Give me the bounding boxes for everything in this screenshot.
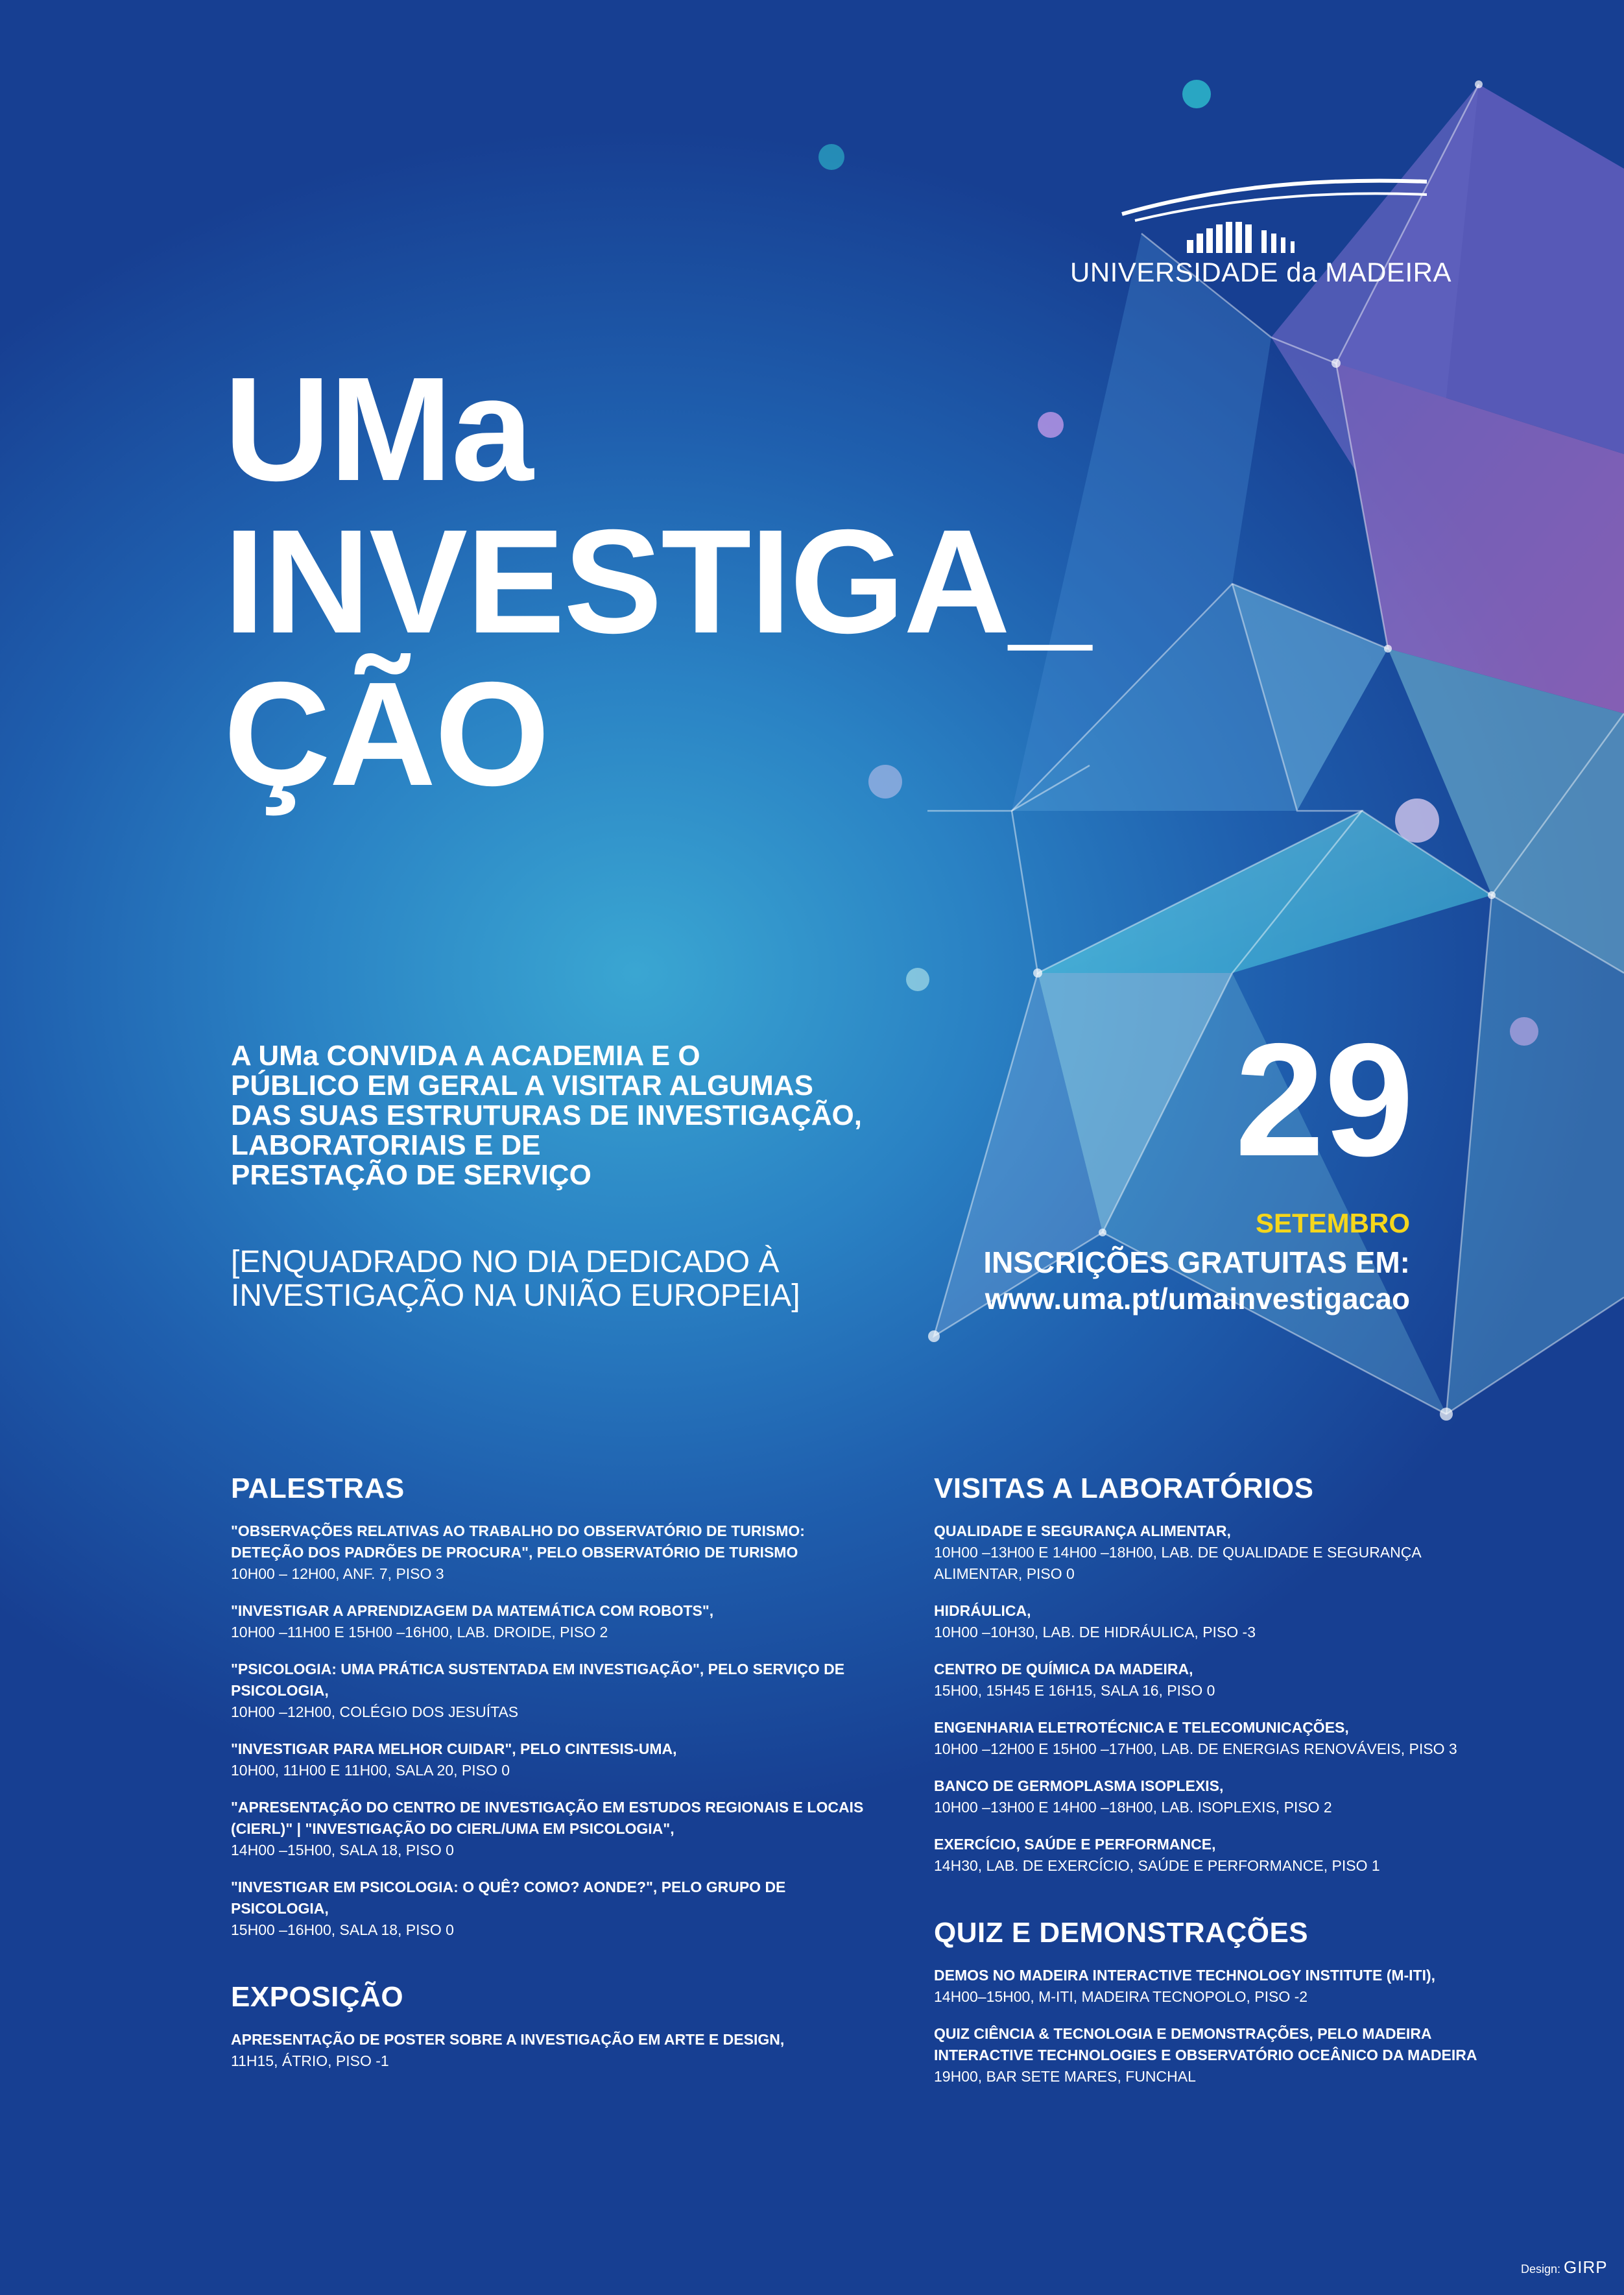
program-item-detail: 15H00 –16H00, SALA 18, PISO 0 [231, 1921, 454, 1938]
program-item [934, 2023, 1505, 2087]
event-title [224, 347, 1090, 817]
program-item [231, 1738, 866, 1781]
event-month: SETEMBRO [1255, 1208, 1410, 1238]
registration-label: INSCRIÇÕES GRATUITAS EM: [983, 1245, 1410, 1279]
program-item [231, 1797, 866, 1861]
invitation-context [231, 1245, 944, 1313]
program-item-detail: 10H00 –12H00, COLÉGIO DOS JESUÍTAS [231, 1703, 519, 1720]
program-item-detail: 19H00, BAR SETE MARES, FUNCHAL [934, 2068, 1196, 2085]
program-item-title: QUIZ CIÊNCIA & TECNOLOGIA E DEMONSTRAÇÕES, PELO MADEIRA INTERACTIVE TECHNOLOGIES E OBSERVATÓRIO OCEÂNICO DA MADEIRA [934, 2025, 1477, 2063]
program-item-title: QUALIDADE E SEGURANÇA ALIMENTAR, [934, 1522, 1231, 1539]
program-item-title: DEMOS NO MADEIRA INTERACTIVE TECHNOLOGY INSTITUTE (M-ITI), [934, 1967, 1436, 1984]
title-line-2: INVESTIGA_ [224, 499, 1090, 664]
invite-line: LABORATORIAIS E DE [231, 1129, 541, 1161]
title-line-1: UMa [224, 347, 532, 512]
program-item-detail: 15H00, 15H45 E 16H15, SALA 16, PISO 0 [934, 1682, 1215, 1699]
program-item [231, 1520, 866, 1585]
design-credit-name: GIRP [1564, 2257, 1608, 2277]
program-item [934, 1775, 1505, 1818]
program-item [934, 1520, 1505, 1585]
context-line: [ENQUADRADO NO DIA DEDICADO À [231, 1245, 780, 1279]
program-item-title: BANCO DE GERMOPLASMA ISOPLEXIS, [934, 1777, 1224, 1794]
design-credit-label: Design: [1521, 2263, 1561, 2276]
program-right-column [934, 1472, 1505, 2103]
program-item-detail: 10H00 –10H30, LAB. DE HIDRÁULICA, PISO -3 [934, 1624, 1256, 1640]
program-item [231, 1600, 866, 1643]
program-item [934, 1834, 1505, 1877]
program-item-detail: 10H00, 11H00 E 11H00, SALA 20, PISO 0 [231, 1762, 510, 1779]
section-heading-visitas: VISITAS A LABORATÓRIOS [934, 1472, 1314, 1504]
invite-line: A UMa CONVIDA A ACADEMIA E O [231, 1040, 700, 1072]
program-item-title: "INVESTIGAR A APRENDIZAGEM DA MATEMÁTICA COM ROBOTS", [231, 1602, 714, 1619]
event-day: 29 [1235, 1009, 1414, 1190]
design-credit [1521, 2257, 1608, 2277]
program-item [934, 1717, 1505, 1760]
section-heading-quiz: QUIZ E DEMONSTRAÇÕES [934, 1917, 1309, 1949]
program-item [231, 2029, 866, 2072]
program-item-title: APRESENTAÇÃO DE POSTER SOBRE A INVESTIGAÇÃO EM ARTE E DESIGN, [231, 2031, 785, 2048]
palestras-list [231, 1520, 866, 1941]
exposicao-list [231, 2029, 866, 2072]
invite-line: PÚBLICO EM GERAL A VISITAR ALGUMAS [231, 1070, 813, 1101]
program-left-column [231, 1472, 866, 2087]
title-line-3: ÇÃO [224, 652, 549, 817]
section-heading-exposicao: EXPOSIÇÃO [231, 1981, 404, 2013]
program-item-detail: 10H00 –13H00 E 14H00 –18H00, LAB. ISOPLEXIS, PISO 2 [934, 1799, 1332, 1816]
program-item [934, 1965, 1505, 2008]
program-item-title: EXERCÍCIO, SAÚDE E PERFORMANCE, [934, 1836, 1216, 1853]
context-line: INVESTIGAÇÃO NA UNIÃO EUROPEIA] [231, 1279, 800, 1313]
invite-line: DAS SUAS ESTRUTURAS DE INVESTIGAÇÃO, [231, 1099, 862, 1131]
invitation-text [231, 1041, 944, 1190]
program-item-title: "OBSERVAÇÕES RELATIVAS AO TRABALHO DO OBSERVATÓRIO DE TURISMO: DETEÇÃO DOS PADRÕES DE PROCURA", PELO OBSERVATÓRIO DE TURISMO [231, 1522, 805, 1561]
program-item [231, 1877, 866, 1941]
program-item-detail: 10H00 –12H00 E 15H00 –17H00, LAB. DE ENERGIAS RENOVÁVEIS, PISO 3 [934, 1740, 1457, 1757]
program-item [231, 1659, 866, 1723]
invite-line: PRESTAÇÃO DE SERVIÇO [231, 1159, 591, 1191]
program-item-detail: 11H15, ÁTRIO, PISO -1 [231, 2052, 389, 2069]
registration-url[interactable]: www.uma.pt/umainvestigacao [985, 1282, 1410, 1316]
section-heading-palestras: PALESTRAS [231, 1472, 405, 1504]
university-name: UNIVERSIDADE da MADEIRA [1070, 257, 1451, 287]
program-item-title: CENTRO DE QUÍMICA DA MADEIRA, [934, 1661, 1193, 1677]
visitas-list [934, 1520, 1505, 1877]
program-item-detail: 10H00 –11H00 E 15H00 –16H00, LAB. DROIDE, PISO 2 [231, 1624, 608, 1640]
program-item-detail: 14H30, LAB. DE EXERCÍCIO, SAÚDE E PERFORMANCE, PISO 1 [934, 1857, 1380, 1874]
registration-info [843, 1244, 1410, 1317]
quiz-list [934, 1965, 1505, 2087]
program-item-detail: 10H00 –13H00 E 14H00 –18H00, LAB. DE QUALIDADE E SEGURANÇA ALIMENTAR, PISO 0 [934, 1544, 1421, 1582]
program-item [934, 1600, 1505, 1643]
program-item-title: HIDRÁULICA, [934, 1602, 1031, 1619]
program-item-title: "INVESTIGAR PARA MELHOR CUIDAR", PELO CINTESIS-UMA, [231, 1740, 677, 1757]
program-item-title: ENGENHARIA ELETROTÉCNICA E TELECOMUNICAÇÕES, [934, 1719, 1349, 1736]
program-item-title: "INVESTIGAR EM PSICOLOGIA: O QUÊ? COMO? AONDE?", PELO GRUPO DE PSICOLOGIA, [231, 1879, 786, 1917]
program-item-title: "APRESENTAÇÃO DO CENTRO DE INVESTIGAÇÃO EM ESTUDOS REGIONAIS E LOCAIS (CIERL)" | "INVESTIGAÇÃO DO CIERL/UMA EM PSICOLOGIA", [231, 1799, 864, 1837]
program-item-detail: 14H00 –15H00, SALA 18, PISO 0 [231, 1842, 454, 1858]
program-item [934, 1659, 1505, 1701]
program-item-title: "PSICOLOGIA: UMA PRÁTICA SUSTENTADA EM INVESTIGAÇÃO", PELO SERVIÇO DE PSICOLOGIA, [231, 1661, 845, 1699]
program-item-detail: 14H00–15H00, M-ITI, MADEIRA TECNOPOLO, PISO -2 [934, 1988, 1308, 2005]
program-item-detail: 10H00 – 12H00, ANF. 7, PISO 3 [231, 1565, 444, 1582]
